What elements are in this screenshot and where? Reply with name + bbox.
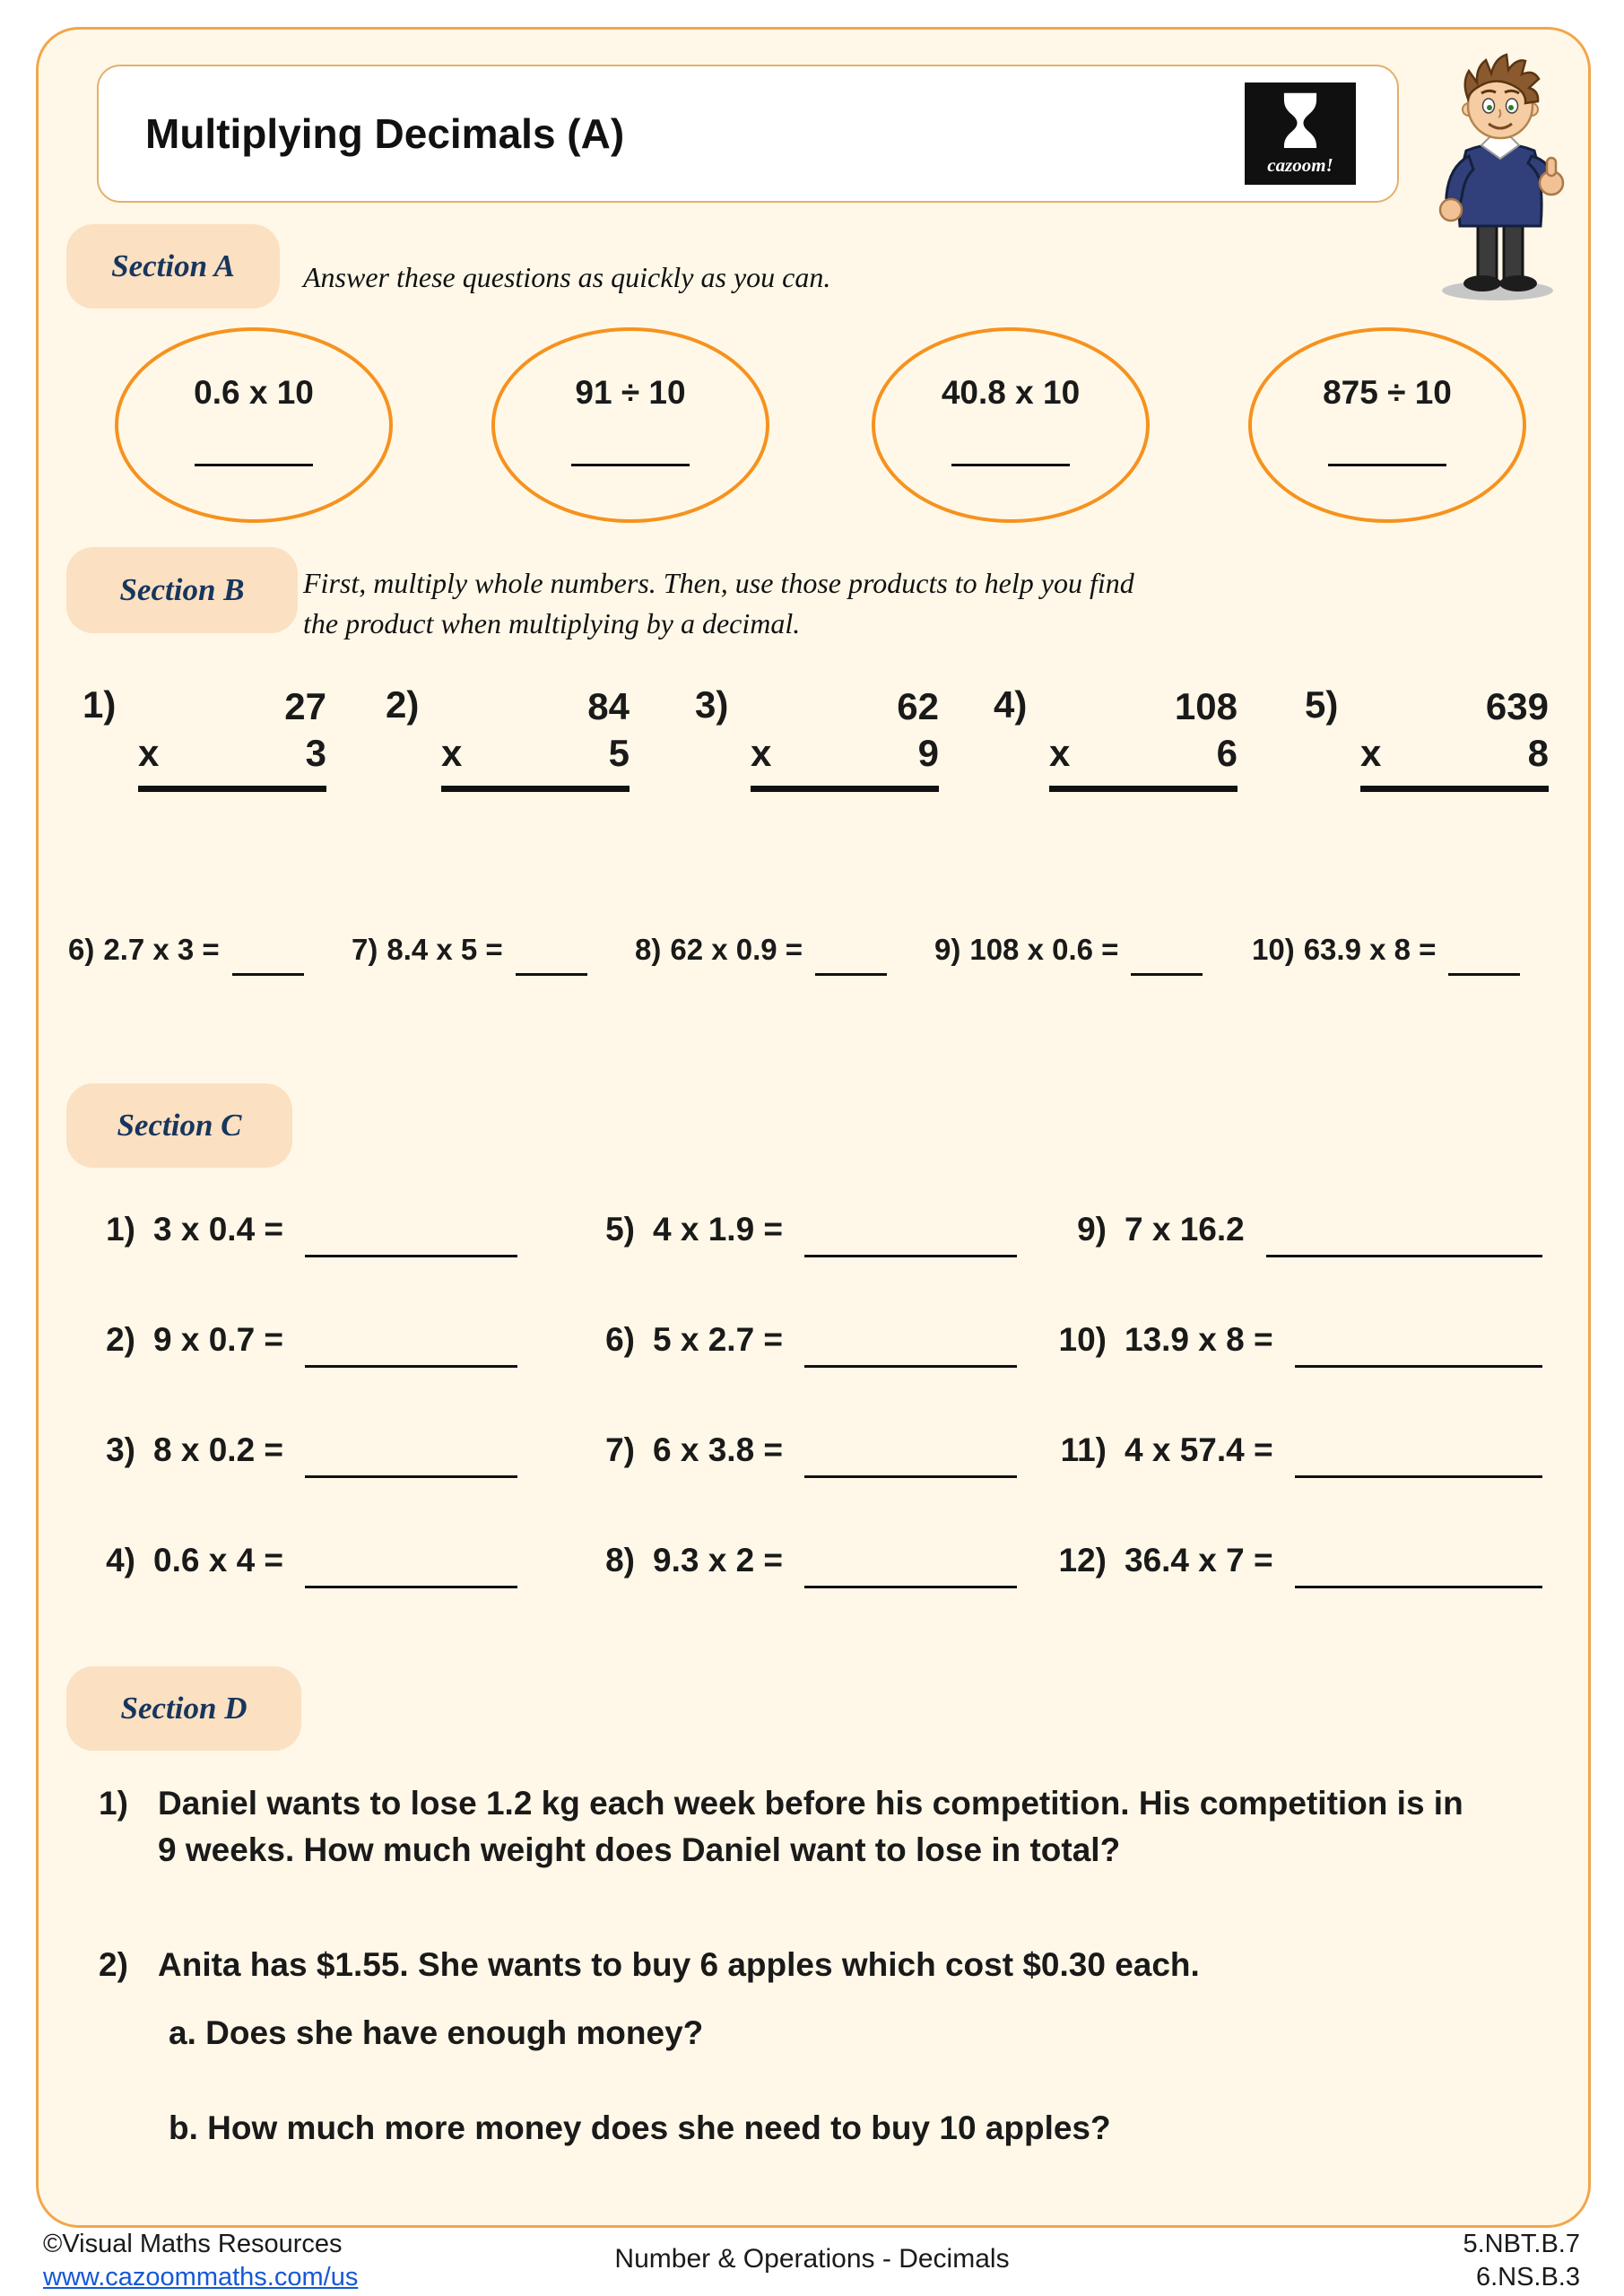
- answer-line: [751, 786, 939, 792]
- answer-line: [804, 1220, 1017, 1257]
- problem-number: 10): [1058, 1321, 1107, 1358]
- word-problem-part-b: b. How much more money does she need to buy 10 apples?: [169, 2109, 1111, 2146]
- answer-line: [804, 1440, 1017, 1478]
- oval-problem: [1248, 327, 1526, 523]
- multiplier: 6: [1216, 732, 1238, 774]
- word-problem-part-a: a. Does she have enough money?: [169, 2014, 704, 2051]
- multiplier: 3: [305, 732, 326, 774]
- multiplicand: 27: [284, 685, 326, 727]
- operator: x: [1049, 732, 1071, 774]
- problem-number: 1): [106, 1211, 135, 1248]
- problem-expression: 63.9 x 8 =: [1303, 933, 1437, 966]
- logo-text: cazoom!: [1267, 154, 1333, 176]
- answer-line: [1131, 942, 1203, 976]
- answer-line: [815, 942, 887, 976]
- problem-expression: 8 x 0.2 =: [153, 1431, 284, 1468]
- problem-number: 5): [605, 1211, 635, 1248]
- multiplier: 9: [917, 732, 939, 774]
- instruction-line: the product when multiplying by a decimal.: [303, 607, 801, 639]
- section-a-label: [66, 224, 280, 309]
- answer-line: [1295, 1551, 1542, 1588]
- problem-expression: 3 x 0.4 =: [153, 1211, 284, 1248]
- instruction-line: First, multiply whole numbers. Then, use those products to help you find: [303, 567, 1134, 599]
- section-b-instruction: [303, 563, 1134, 644]
- vertical-problem: [994, 683, 1238, 792]
- vertical-problem: [83, 683, 326, 792]
- problem-number: 6): [605, 1321, 635, 1358]
- grid-problem: [76, 1431, 517, 1469]
- operator: x: [441, 732, 463, 774]
- answer-line: [441, 786, 630, 792]
- operator: x: [1360, 732, 1382, 774]
- operator: x: [138, 732, 160, 774]
- problem-number: 1): [83, 683, 117, 726]
- cazoom-url-link[interactable]: www.cazoommaths.com/us: [43, 2263, 359, 2292]
- problem-number: 5): [1305, 683, 1339, 726]
- vertical-problem: [386, 683, 630, 792]
- oval-problem: [491, 327, 769, 523]
- problem-expression: 7 x 16.2: [1125, 1211, 1245, 1248]
- standard-code: 5.NBT.B.7: [1463, 2230, 1580, 2258]
- oval-problem-text: 875 ÷ 10: [1323, 374, 1452, 411]
- problem-number: 12): [1058, 1542, 1107, 1578]
- answer-line: [1360, 786, 1549, 792]
- answer-line: [195, 464, 313, 466]
- problem-expression: 4 x 57.4 =: [1125, 1431, 1273, 1468]
- problem-expression: 62 x 0.9 =: [670, 933, 803, 966]
- answer-line: [1328, 464, 1446, 466]
- problem-text: Daniel wants to lose 1.2 kg each week before his competition. His competition is in 9 weeks. How much weight does Daniel want to lose in total?: [158, 1785, 1463, 1868]
- problem-expression: 9 x 0.7 =: [153, 1321, 284, 1358]
- inline-problem: [352, 933, 587, 967]
- hourglass-icon: [1268, 91, 1333, 152]
- vertical-problem: [1305, 683, 1549, 792]
- section-d-label-text: Section D: [120, 1691, 248, 1726]
- grid-problem: [576, 1211, 1017, 1248]
- section-a-instruction: Answer these questions as quickly as you can.: [303, 261, 831, 293]
- footer-standards: [1255, 2228, 1580, 2294]
- word-problem: [99, 1942, 1200, 1988]
- problem-expression: 8.4 x 5 =: [386, 933, 503, 966]
- grid-problem: [1047, 1321, 1542, 1359]
- answer-line: [138, 786, 326, 792]
- problem-number: 2): [99, 1946, 128, 1983]
- grid-problem: [1047, 1431, 1542, 1469]
- inline-problem: [934, 933, 1203, 967]
- problem-number: 4): [994, 683, 1028, 726]
- answer-line: [1266, 1220, 1542, 1257]
- oval-problem-text: 40.8 x 10: [941, 374, 1081, 411]
- problem-number: 2): [106, 1321, 135, 1358]
- multiplicand: 62: [897, 685, 939, 727]
- title-box: [97, 65, 1399, 203]
- problem-number: 8): [635, 933, 662, 966]
- inline-problem: [1252, 933, 1520, 967]
- answer-line: [305, 1330, 517, 1368]
- problem-number: 10): [1252, 933, 1295, 966]
- standard-code: 6.NS.B.3: [1475, 2263, 1580, 2292]
- answer-line: [1295, 1440, 1542, 1478]
- footer-topic: Number & Operations - Decimals: [614, 2244, 1010, 2274]
- answer-line: [305, 1551, 517, 1588]
- answer-line: [232, 942, 304, 976]
- section-c-label-text: Section C: [117, 1108, 242, 1143]
- problem-expression: 2.7 x 3 =: [103, 933, 220, 966]
- section-b-label-text: Section B: [119, 572, 245, 607]
- problem-number: 9): [934, 933, 961, 966]
- cazoom-logo: [1245, 83, 1356, 185]
- answer-line: [1049, 786, 1238, 792]
- oval-problem-text: 0.6 x 10: [194, 374, 314, 411]
- multiplicand: 108: [1174, 685, 1238, 727]
- section-c-label: [66, 1083, 292, 1168]
- multiplier: 8: [1527, 732, 1549, 774]
- problem-expression: 0.6 x 4 =: [153, 1542, 284, 1578]
- oval-problem-text: 91 ÷ 10: [575, 374, 686, 411]
- multiplicand: 84: [587, 685, 630, 727]
- section-a-label-text: Section A: [111, 248, 235, 283]
- problem-expression: 108 x 0.6 =: [969, 933, 1119, 966]
- grid-problem: [76, 1211, 517, 1248]
- problem-expression: 9.3 x 2 =: [653, 1542, 784, 1578]
- problem-number: 3): [695, 683, 729, 726]
- oval-problem: [115, 327, 393, 523]
- copyright-text: ©Visual Maths Resources: [43, 2230, 343, 2258]
- problem-number: 9): [1077, 1211, 1107, 1248]
- problem-number: 7): [605, 1431, 635, 1468]
- grid-problem: [1047, 1542, 1542, 1579]
- problem-number: 3): [106, 1431, 135, 1468]
- answer-line: [305, 1440, 517, 1478]
- grid-problem: [576, 1542, 1017, 1579]
- answer-line: [1295, 1330, 1542, 1368]
- answer-line: [571, 464, 690, 466]
- operator: x: [751, 732, 772, 774]
- multiplier: 5: [608, 732, 630, 774]
- section-b-label: [66, 547, 298, 633]
- problem-number: 2): [386, 683, 420, 726]
- problem-expression: 13.9 x 8 =: [1125, 1321, 1273, 1358]
- problem-text: Anita has $1.55. She wants to buy 6 apples which cost $0.30 each.: [158, 1946, 1200, 1983]
- problem-expression: 36.4 x 7 =: [1125, 1542, 1273, 1578]
- grid-problem: [576, 1431, 1017, 1469]
- grid-problem: [76, 1542, 517, 1579]
- cartoon-boy-illustration: [1392, 41, 1616, 306]
- page-title: Multiplying Decimals (A): [145, 110, 625, 157]
- section-d-label: [66, 1666, 301, 1751]
- inline-problem: [635, 933, 887, 967]
- answer-line: [516, 942, 587, 976]
- problem-expression: 6 x 3.8 =: [653, 1431, 784, 1468]
- problem-number: 1): [99, 1785, 128, 1822]
- grid-problem: [1047, 1211, 1542, 1248]
- answer-line: [305, 1220, 517, 1257]
- problem-number: 4): [106, 1542, 135, 1578]
- answer-line: [804, 1551, 1017, 1588]
- grid-problem: [576, 1321, 1017, 1359]
- problem-number: 7): [352, 933, 378, 966]
- problem-expression: 5 x 2.7 =: [653, 1321, 784, 1358]
- inline-problem: [68, 933, 304, 967]
- problem-number: 6): [68, 933, 95, 966]
- answer-line: [951, 464, 1070, 466]
- oval-problem: [872, 327, 1150, 523]
- answer-line: [804, 1330, 1017, 1368]
- answer-line: [1448, 942, 1520, 976]
- word-problem: [99, 1780, 1476, 1874]
- problem-number: 11): [1060, 1431, 1107, 1468]
- vertical-problem: [695, 683, 939, 792]
- problem-number: 8): [605, 1542, 635, 1578]
- grid-problem: [76, 1321, 517, 1359]
- cartoon-boy-icon: [1392, 41, 1616, 306]
- multiplicand: 639: [1485, 685, 1549, 727]
- problem-expression: 4 x 1.9 =: [653, 1211, 784, 1248]
